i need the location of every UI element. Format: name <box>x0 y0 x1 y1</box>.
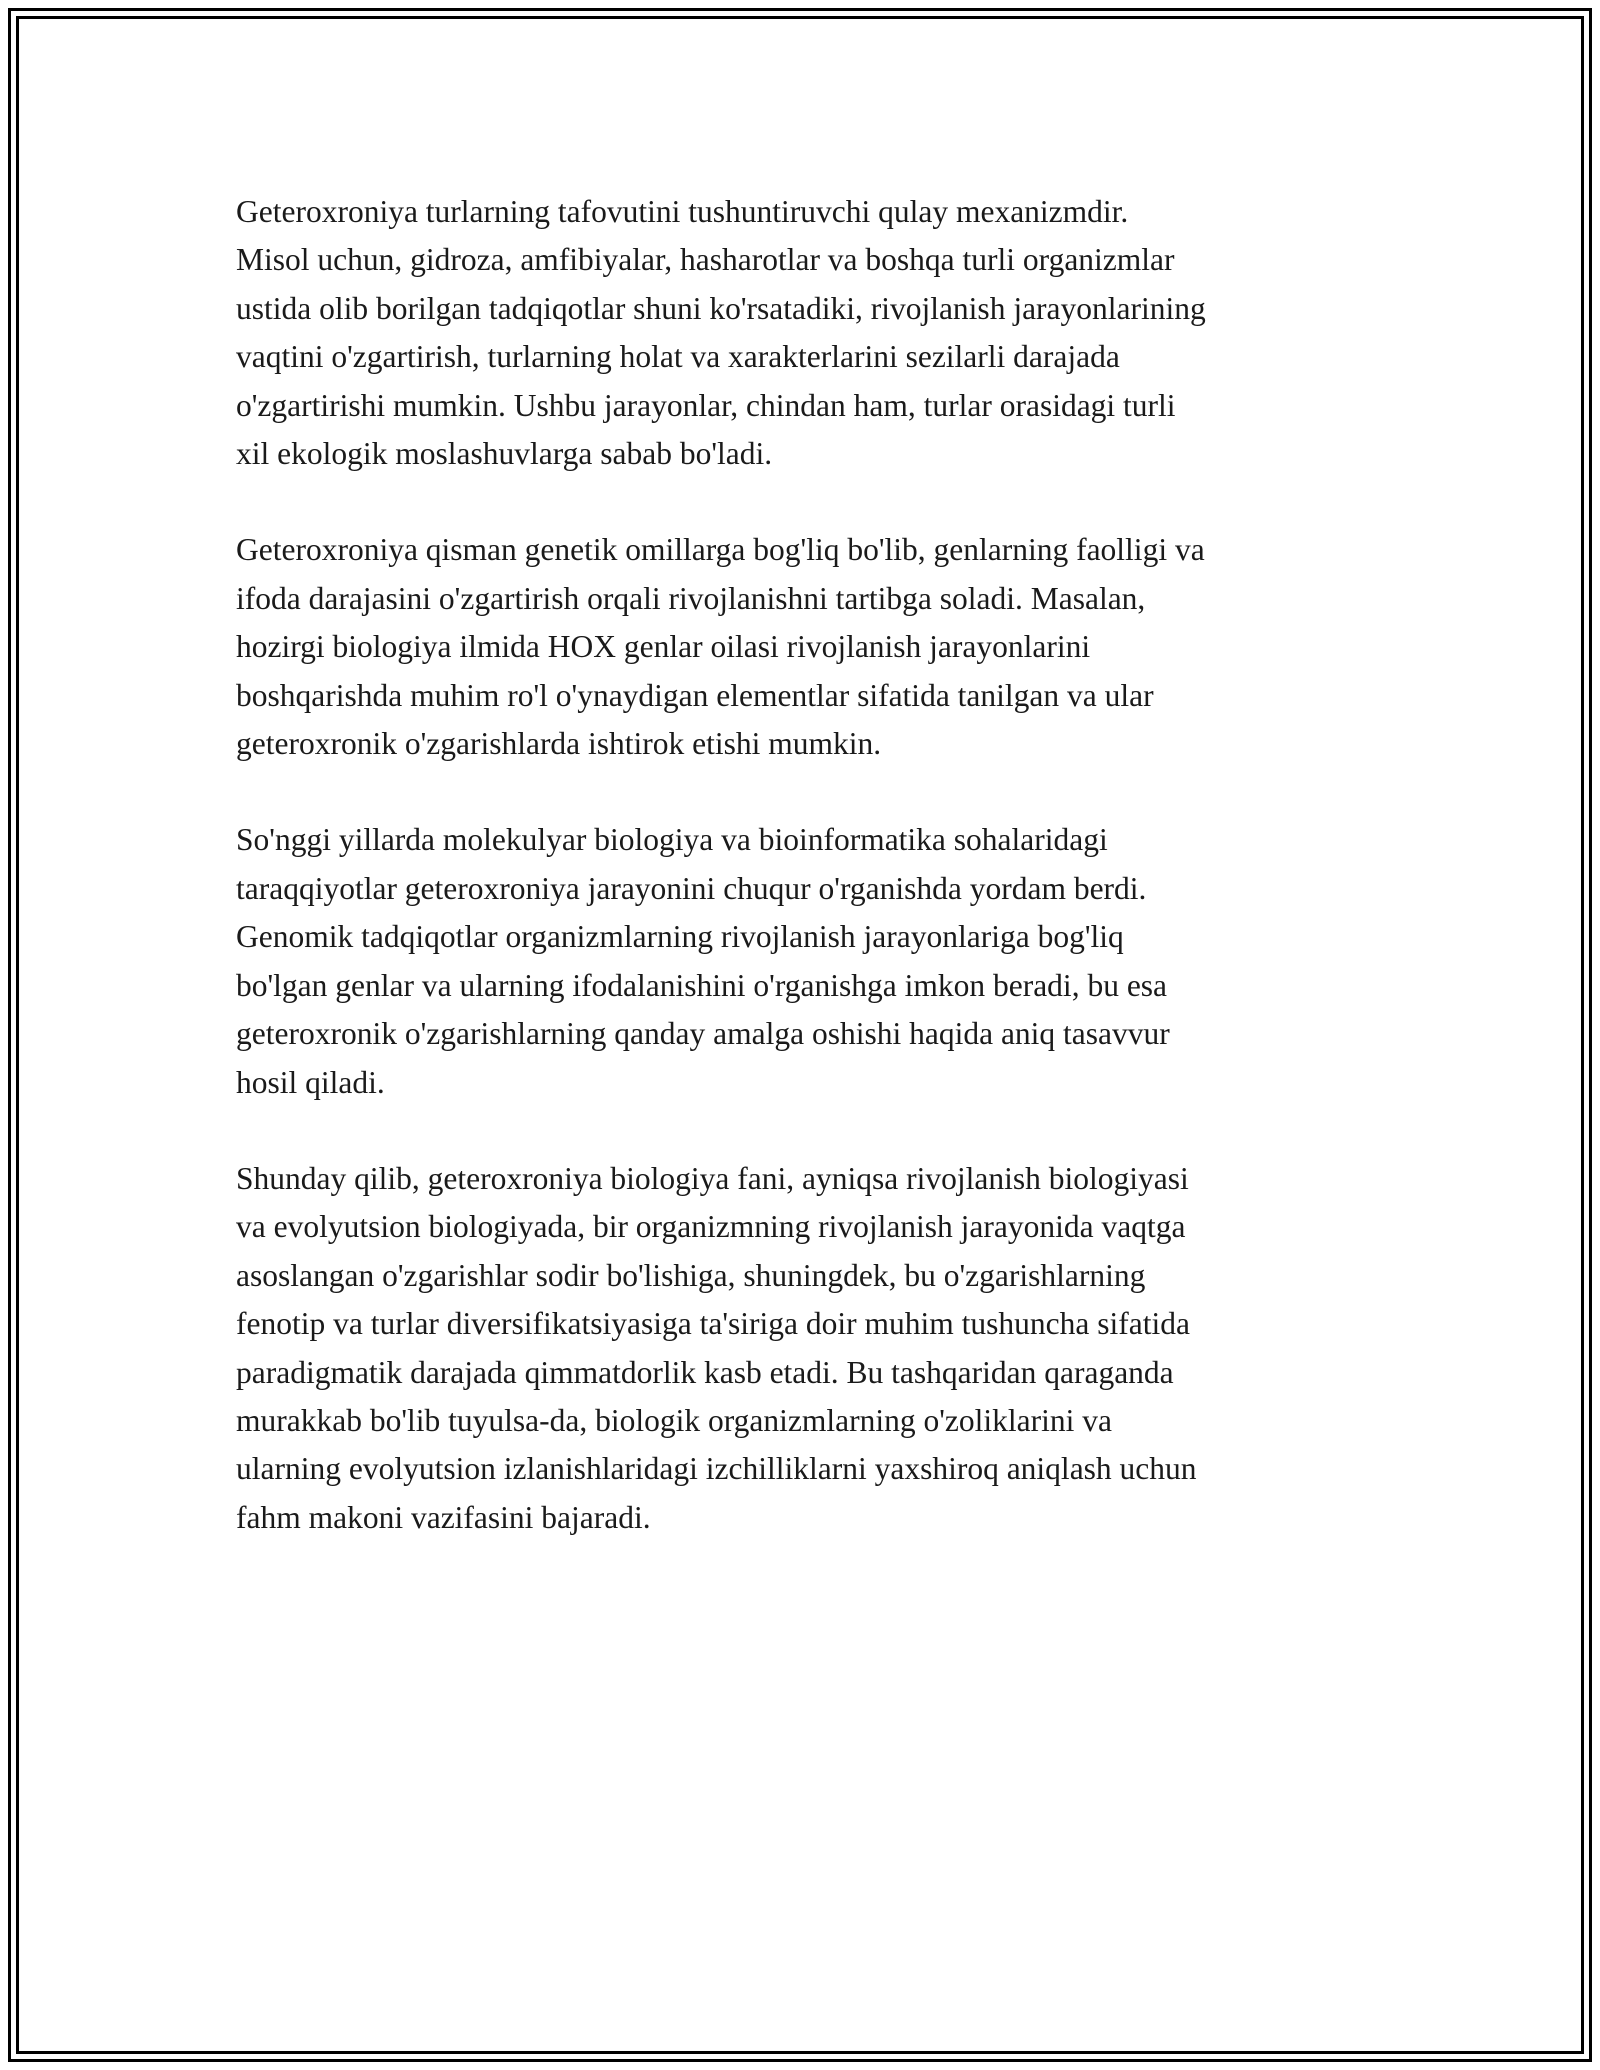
paragraph-3 <box>236 816 1364 1106</box>
text-line: ustida olib borilgan tadqiqotlar shuni ko'rsatadiki, rivojlanish jarayonlarining <box>236 290 1206 326</box>
text-line: bo'lgan genlar va ularning ifodalanishini o'rganishga imkon beradi, bu esa <box>236 967 1168 1003</box>
text-line: boshqarishda muhim ro'l o'ynaydigan elementlar sifatida tanilgan va ular <box>236 677 1154 713</box>
text-line: ularning evolyutsion izlanishlaridagi izchilliklarni yaxshiroq aniqlash uchun <box>236 1451 1197 1487</box>
text-line: taraqqiyotlar geteroxroniya jarayonini chuqur o'rganishda yordam berdi. <box>236 870 1147 906</box>
text-line: So'nggi yillarda molekulyar biologiya va bioinformatika sohalaridagi <box>236 822 1108 858</box>
text-line: murakkab bo'lib tuyulsa-da, biologik organizmlarning o'zoliklarini va <box>236 1402 1112 1438</box>
text-line: va evolyutsion biologiyada, bir organizmning rivojlanish jarayonida vaqtga <box>236 1209 1186 1245</box>
text-line: Misol uchun, gidroza, amfibiyalar, hasharotlar va boshqa turli organizmlar <box>236 242 1175 278</box>
text-line: Geteroxroniya turlarning tafovutini tushuntiruvchi qulay mexanizmdir. <box>236 194 1129 229</box>
paragraph-1 <box>236 188 1364 478</box>
text-line: hosil qiladi. <box>236 1064 385 1100</box>
paragraph-4 <box>236 1155 1364 1542</box>
text-line: fahm makoni vazifasini bajaradi. <box>236 1499 651 1535</box>
text-line: ifoda darajasini o'zgartirish orqali rivojlanishni tartibga soladi. Masalan, <box>236 580 1146 616</box>
text-line: xil ekologik moslashuvlarga sabab bo'ladi. <box>236 436 773 472</box>
text-line: hozirgi biologiya ilmida HOX genlar oilasi rivojlanish jarayonlarini <box>236 629 1091 665</box>
text-line: vaqtini o'zgartirish, turlarning holat va xarakterlarini sezilarli darajada <box>236 339 1120 375</box>
document-body <box>236 188 1364 1590</box>
text-line: fenotip va turlar diversifikatsiyasiga ta'siriga doir muhim tushuncha sifatida <box>236 1306 1190 1342</box>
text-line: o'zgartirishi mumkin. Ushbu jarayonlar, chindan ham, turlar orasidagi turli <box>236 387 1176 423</box>
text-line: Genomik tadqiqotlar organizmlarning rivojlanish jarayonlariga bog'liq <box>236 919 1124 955</box>
text-line: asoslangan o'zgarishlar sodir bo'lishiga, shuningdek, bu o'zgarishlarning <box>236 1257 1146 1293</box>
paragraph-2 <box>236 526 1364 768</box>
text-line: Shunday qilib, geteroxroniya biologiya fani, ayniqsa rivojlanish biologiyasi <box>236 1160 1189 1196</box>
text-line: Geteroxroniya qisman genetik omillarga bog'liq bo'lib, genlarning faolligi va <box>236 532 1205 568</box>
text-line: paradigmatik darajada qimmatdorlik kasb etadi. Bu tashqaridan qaraganda <box>236 1354 1174 1390</box>
text-line: geteroxronik o'zgarishlarda ishtirok etishi mumkin. <box>236 726 882 762</box>
text-line: geteroxronik o'zgarishlarning qanday amalga oshishi haqida aniq tasavvur <box>236 1016 1170 1052</box>
